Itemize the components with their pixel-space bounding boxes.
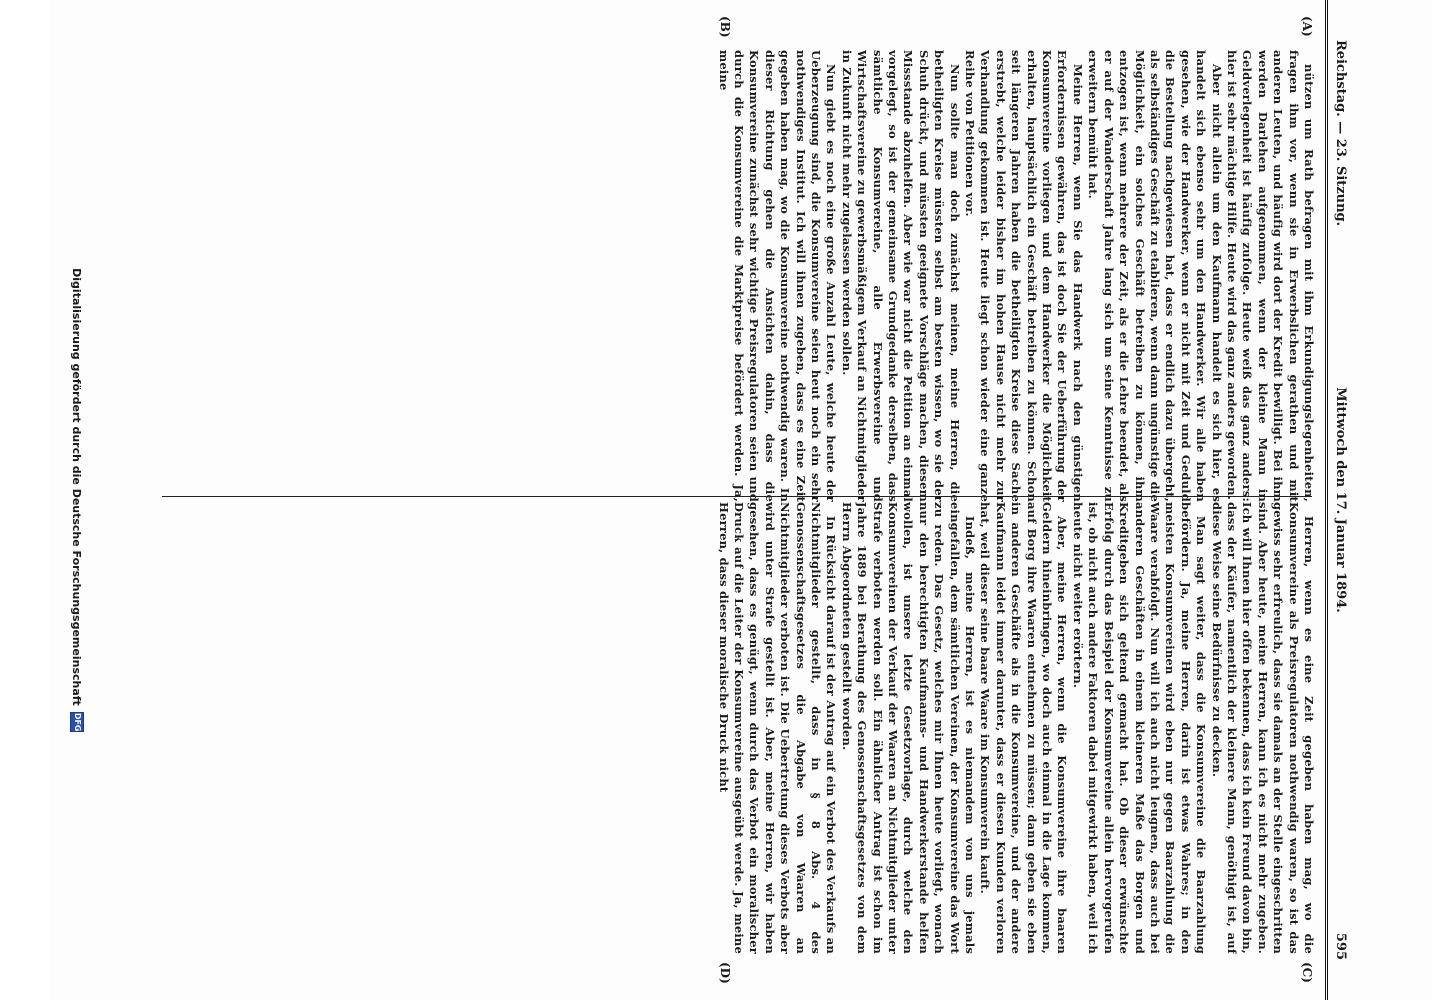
paragraph: Aber nicht allein um den Kaufmann handelt es sich hier, es handelt sich ebenso sehr um den Handwerker. Wir alle haben gesehen, wie der Handwerker, wenn er nicht mit Zeit und Geduld die Bestellung nachgewiesen hat, dass er endlich dazu übergeht, als selbständiges Geschäft zu etablieren, wenn dann ungünstige die Möglichkeit, ein solches Geschäft betreiben zu können, ihm entzogen ist, wenn mehrere der Zeit, als er die Lehre beendet, als er auf der Wanderschaft Jahre lang sich um seine Kenntnisse zu erweitern bemüht hat. xyxy=(1086,50,1224,502)
paragraph: nützen um Rath befragen mit ihm Erkundigungslegenheiten, fragen ihm vor, wenn sie in Erwerbslichen gerathen und mit anderen Leuten, und häufig wird dort der Kredit bewilligt. Bei ihm werden Darlehen aufgenommen, wenn der kleine Mann in Geldverlegenheit ist häufig zufolge. Heute weiß das ganz anders: hier ist sehr mächtige Hilfe. Heute wird das ganz anders geworden. xyxy=(1224,50,1316,502)
paragraph: Indeß, meine Herren, ist es niemandem von uns jemals eingefallen, dem sämtlichen Vereinen, der Konsumvereine das Wort zu reden. Das Gesetz, welches mir Ihnen heute vorliegt, wonach nur den berechtigten Kaufmanns- und Handwerkerstande helfen wollen, ist unsere letzte Gesetzvorlage, durch welche den Konsumvereinen der Verkauf der Waaren an Nichtmitglieder unter Strafe verboten werden soll. Ein ähnlicher Antrag ist schon im Jahre 1889 bei Berathung des Genossenschaftsgesetzes von dem Herrn Abgeordneten gestellt worden. xyxy=(839,502,978,954)
page-header xyxy=(1325,0,1352,1000)
paragraph: Meine Herren, wenn Sie das Handwerk nach den günstigen Erfordernissen gewähren, das ist doch Sie der Ueberführung der Konsumvereine vorliegen und dem Handwerker die Möglichkeit erhalten, hauptsächlich ein Geschäft betreiben zu können. Schon seit längeren Jahren haben die betheiligten Kreise diese Sache erstrebt, welche leider bisher im hohen Hause nicht mehr zur Verhandlung gekommen ist. Heute liegt schon wieder eine ganze Reihe von Petitionen vor. xyxy=(963,50,1085,502)
paragraph: Man sagt weiter, dass die Konsumvereine die Baarzahlung befördern. Ja, meine Herren, darin ist etwas Wahres; in den meisten Konsumvereinen wird eben nur gegen Baarzahlung die Waare verabfolgt. Nun will ich auch nicht leugnen, dass auch bei anderen Geschäften in einem kleineren Maße das Borgen und Kreditgeben sich geltend gemacht hat. Ob dieser erwünschte Erfolg durch das Beispiel der Konsumvereine allein hervorgerufen ist, ob nicht auch andere Faktoren dabei mitgewirkt haben, weil ich heute nicht weiter erörtern. xyxy=(1070,502,1209,954)
header-session: Reichstag. — 23. Sitzung. xyxy=(1333,40,1348,227)
paragraph: Nun sollte man doch zunächst meinen, meine Herren, die betheiligten Kreise müssten selbst am besten wissen, wo sie der Schuh drückt, und müssten geeignete Vorschläge machen, diesem Missstande abzuhelfen. Aber wie war nicht die Petition an einmal vorgelegt, so ist der gemeinsame Grundgedanke derselben, dass sämtliche Konsumvereine, alle Erwerbsvereine und Wirtschaftsvereine zu gewerbsmäßigem Verkauf an Nichtmitglieder in Zukunft nicht mehr zugelassen werden sollen. xyxy=(839,50,962,502)
paragraph: Herren, wenn es eine Zeit gegeben haben mag, wo die Konsumvereine als Preisregulatoren nothwendig waren, so ist das gewiss sehr erfreulich, dass sie damals an der Stelle eingeschritten sind. Aber heute, meine Herren, kann ich es nicht mehr zugeben. Ich will Ihnen hier offen bekennen, dass ich kein Freund davon bin, dass der Käufer, namentlich der kleinere Mann, genöthigt ist, auf diese Weise seine Bedürfnisse zu decken. xyxy=(1209,502,1316,954)
dfg-credit-text: Digitalisierung gefördert durch die Deutsche Forschungsgemeinschaft xyxy=(70,268,84,706)
paragraph: Aber, meine Herren, wenn die Konsumvereine ihre baaren Geldern hineinbringen, wo doch auch einmal in die Lage kommen, auf Borg ihre Waaren entnehmen zu müssen; dann geben sie eben in anderen Geschäfte als in die Konsumvereine, und der andere Kaufmann leidet immer darunter, dass er diesen Kunden verloren hat, weil dieser seine baare Waare im Konsumverein kauft. xyxy=(978,502,1070,954)
dfg-logo-icon: DFG xyxy=(70,712,84,732)
document-page xyxy=(50,0,1432,1000)
dfg-credit xyxy=(62,0,92,1000)
margin-marker-b: (B) xyxy=(718,16,732,38)
margin-marker-c: (C) xyxy=(1300,962,1314,983)
margin-marker-a: (A) xyxy=(1300,16,1314,37)
header-date: Mittwoch den 17. Januar 1894. xyxy=(1333,387,1348,613)
text-column-right xyxy=(156,502,1316,954)
text-column-left xyxy=(156,50,1316,502)
page-number: 595 xyxy=(1333,932,1348,960)
paragraph: Nun giebt es noch eine große Anzahl Leute, welche heute der Ueberzeugung sind, die Konsumvereine seien heut noch ein sehr nothwendiges Institut. Ich will ihnen zugeben, dass es eine Zeit gegeben haben mag, wo die Konsumvereine nothwendig waren. In dieser Richtung gehen die Ansichten dahin, dass die Konsumvereine zunächst sehr wichtige Preisregulatoren seien und durch die Konsumvereine die Marktpreise befördert werden. Ja, meine xyxy=(716,50,839,502)
paragraph: In Rücksicht darauf ist der Antrag auf ein Verbot des Verkaufs an Nichtmitglieder gestellt, dass in § 8 Abs. 4 des Genossenschaftsgesetzes die Abgabe von Waaren an Nichtmitglieder verboten ist. Die Uebertretung dieses Verbots aber wird unter Strafe gestellt ist. Aber, meine Herren, wir haben gesehen, dass es genügt, wenn durch das Verbot ein moralischer Druck auf die Leiter der Konsumvereine ausgeübt werde. Ja, meine Herren, dass dieser moralische Druck nicht xyxy=(716,502,839,954)
column-divider xyxy=(162,496,1312,497)
margin-marker-d: (D) xyxy=(718,962,732,984)
